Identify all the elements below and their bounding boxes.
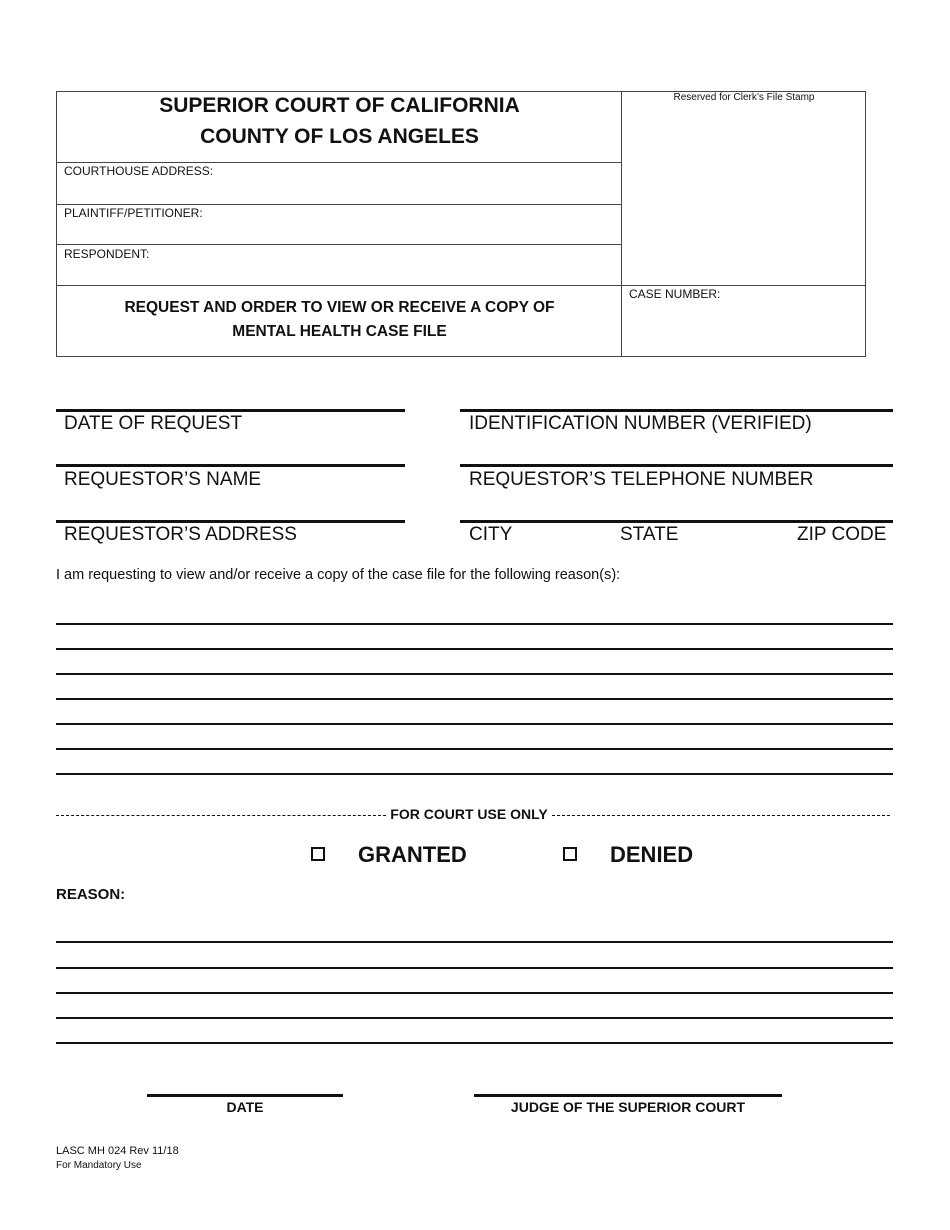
court-reason-line[interactable]: [56, 1017, 893, 1019]
divider-right: [552, 815, 890, 816]
requestor-telephone-label: REQUESTOR’S TELEPHONE NUMBER: [469, 469, 814, 490]
requestor-address-line[interactable]: [56, 520, 405, 523]
requestor-address-label: REQUESTOR’S ADDRESS: [64, 524, 297, 545]
city-label: CITY: [469, 524, 513, 545]
identification-number-label: IDENTIFICATION NUMBER (VERIFIED): [469, 413, 812, 434]
reason-line[interactable]: [56, 773, 893, 775]
reason-line[interactable]: [56, 723, 893, 725]
caption-rule: [56, 204, 622, 205]
reason-label: REASON:: [56, 886, 126, 903]
date-signature-label: DATE: [226, 1099, 264, 1115]
identification-number-line[interactable]: [460, 409, 893, 412]
city-state-zip-line[interactable]: [460, 520, 893, 523]
court-reason-line[interactable]: [56, 941, 893, 943]
reason-line[interactable]: [56, 648, 893, 650]
requestor-name-label: REQUESTOR’S NAME: [64, 469, 262, 490]
form-title-line1: REQUEST AND ORDER TO VIEW OR RECEIVE A COPY OF: [124, 299, 555, 316]
form-number: LASC MH 024 Rev 11/18: [56, 1145, 179, 1157]
court-reason-line[interactable]: [56, 1042, 893, 1044]
granted-checkbox[interactable]: [311, 847, 325, 861]
courthouse-address-label: COURTHOUSE ADDRESS:: [64, 164, 214, 178]
mandatory-use-note: For Mandatory Use: [56, 1160, 142, 1171]
court-use-heading: FOR COURT USE ONLY: [390, 806, 548, 822]
court-reason-line[interactable]: [56, 992, 893, 994]
respondent-label: RESPONDENT:: [64, 247, 150, 261]
reason-line[interactable]: [56, 698, 893, 700]
court-reason-line[interactable]: [56, 967, 893, 969]
requestor-telephone-line[interactable]: [460, 464, 893, 467]
reason-prompt: I am requesting to view and/or receive a copy of the case file for the following reason(s):: [56, 567, 621, 583]
requestor-name-line[interactable]: [56, 464, 405, 467]
clerk-stamp-label: Reserved for Clerk’s File Stamp: [673, 92, 815, 103]
date-of-request-label: DATE OF REQUEST: [64, 413, 243, 434]
court-name: SUPERIOR COURT OF CALIFORNIA: [159, 94, 520, 117]
case-number-label: CASE NUMBER:: [629, 287, 721, 301]
date-of-request-line[interactable]: [56, 409, 405, 412]
judge-signature-line[interactable]: [474, 1094, 782, 1097]
caption-rule: [56, 162, 622, 163]
caption-rule: [56, 244, 622, 245]
reason-line[interactable]: [56, 748, 893, 750]
denied-checkbox[interactable]: [563, 847, 577, 861]
judge-signature-label: JUDGE OF THE SUPERIOR COURT: [510, 1099, 746, 1115]
zip-code-label: ZIP CODE: [797, 524, 887, 545]
divider-left: [56, 815, 386, 816]
caption-rule: [56, 285, 866, 286]
form-title-line2: MENTAL HEALTH CASE FILE: [232, 323, 447, 340]
denied-label: DENIED: [610, 842, 694, 867]
reason-line[interactable]: [56, 623, 893, 625]
plaintiff-label: PLAINTIFF/PETITIONER:: [64, 206, 203, 220]
reason-line[interactable]: [56, 673, 893, 675]
state-label: STATE: [620, 524, 679, 545]
date-signature-line[interactable]: [147, 1094, 343, 1097]
granted-label: GRANTED: [358, 842, 467, 867]
county-name: COUNTY OF LOS ANGELES: [200, 125, 479, 148]
